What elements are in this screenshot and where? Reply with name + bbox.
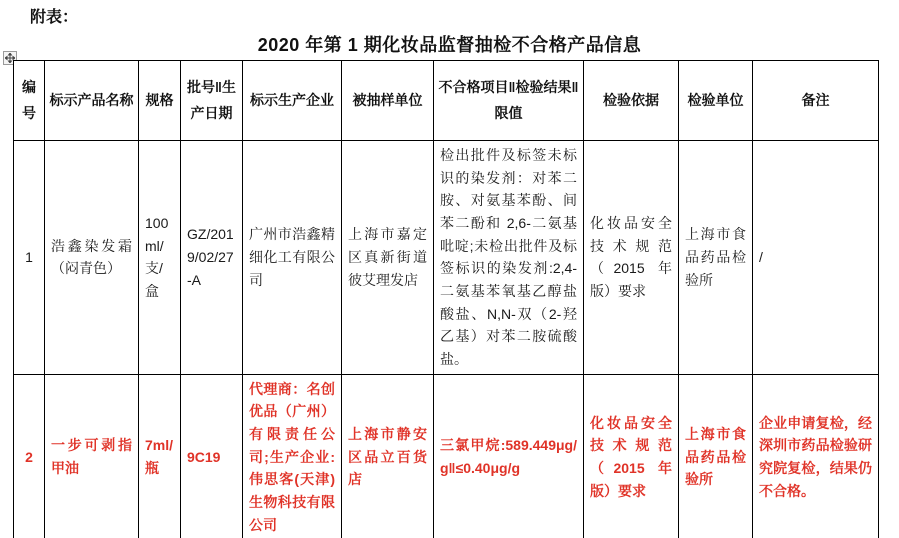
col-header-no: 编号 <box>14 61 45 141</box>
cell-spec: 7ml/瓶 <box>139 374 181 538</box>
col-header-inspection-unit: 检验单位 <box>679 61 753 141</box>
cell-manufacturer: 广州市浩鑫精细化工有限公司 <box>243 141 342 375</box>
cell-failed-item: 三氯甲烷:589.449μg/g‖≤0.40μg/g <box>434 374 584 538</box>
cell-spec: 100ml/支/盒 <box>139 141 181 375</box>
cell-no: 1 <box>14 141 45 375</box>
cell-basis: 化妆品安全技术规范（2015 年版）要求 <box>584 374 679 538</box>
cell-basis: 化妆品安全技术规范（2015 年版）要求 <box>584 141 679 375</box>
cell-failed-item: 检出批件及标签未标识的染发剂：对苯二胺、对氨基苯酚、间苯二酚和 2,6-二氨基吡啶;未检出批件及标签标识的染发剂:2,4-二氨基苯氧基乙醇盐酸盐、N,N-双（2-羟乙基）对苯二胺硫酸盐。 <box>434 141 584 375</box>
col-header-sampled-unit: 被抽样单位 <box>342 61 434 141</box>
cell-product-name: 一步可剥指甲油 <box>45 374 139 538</box>
col-header-spec: 规格 <box>139 61 181 141</box>
attachment-label: 附表： <box>30 9 79 26</box>
cell-sampled-unit: 上海市静安区品立百货店 <box>342 374 434 538</box>
col-header-manufacturer: 标示生产企业 <box>243 61 342 141</box>
table-row <box>14 374 879 538</box>
cell-remark: / <box>753 141 879 375</box>
col-header-basis: 检验依据 <box>584 61 679 141</box>
col-header-failed-item: 不合格项目‖检验结果‖限值 <box>434 61 584 141</box>
cell-inspection-unit: 上海市食品药品检验所 <box>679 141 753 375</box>
col-header-product-name: 标示产品名称 <box>45 61 139 141</box>
unqualified-products-table <box>13 60 879 538</box>
cell-manufacturer: 代理商：名创优品（广州）有限责任公司;生产企业:伟思客(天津)生物科技有限公司 <box>243 374 342 538</box>
cell-inspection-unit: 上海市食品药品检验所 <box>679 374 753 538</box>
page-title: 2020 年第 1 期化妆品监督抽检不合格产品信息 <box>257 35 642 55</box>
col-header-batch: 批号‖生产日期 <box>181 61 243 141</box>
cell-remark: 企业申请复检，经深圳市药品检验研究院复检，结果仍不合格。 <box>753 374 879 538</box>
cell-sampled-unit: 上海市嘉定区真新街道彼艾理发店 <box>342 141 434 375</box>
cell-batch: 9C19 <box>181 374 243 538</box>
cell-no: 2 <box>14 374 45 538</box>
header-row <box>14 61 879 141</box>
cell-batch: GZ/2019/02/27-A <box>181 141 243 375</box>
cell-product-name: 浩鑫染发霜（闷青色） <box>45 141 139 375</box>
table-row <box>14 141 879 375</box>
col-header-remark: 备注 <box>753 61 879 141</box>
